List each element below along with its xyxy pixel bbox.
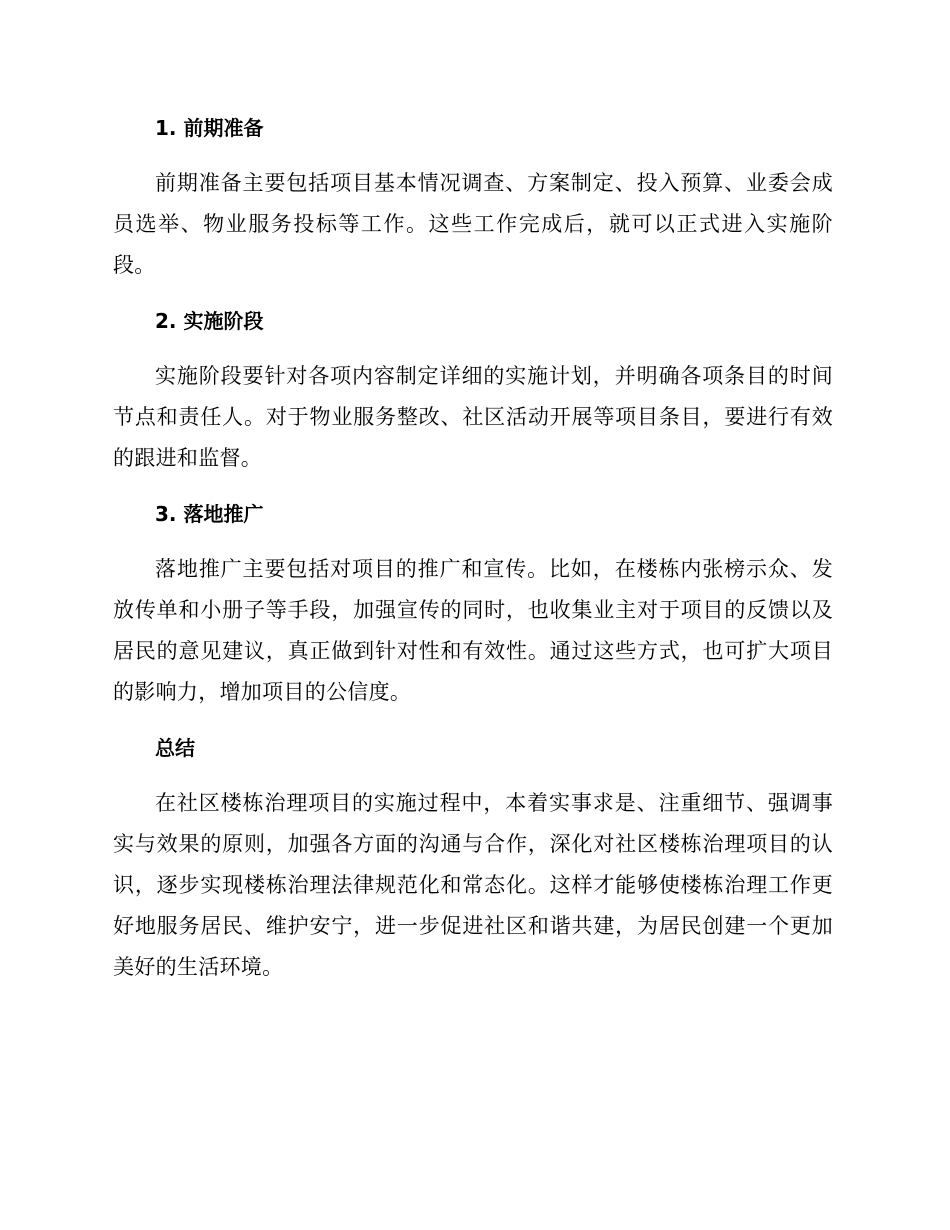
section-implementation — [113, 301, 833, 479]
section-paragraph: 在社区楼栋治理项目的实施过程中，本着实事求是、注重细节、强调事实与效果的原则，加强各方面的沟通与合作，深化对社区楼栋治理项目的认识，逐步实现楼栋治理法律规范化和常态化。这样才能够使楼栋治理工作更好地服务居民、维护安宁，进一步促进社区和谐共建，为居民创建一个更加美好的生活环境。 — [113, 791, 833, 979]
section-promotion — [113, 494, 833, 713]
section-heading: 1. 前期准备 — [155, 116, 264, 140]
section-heading: 2. 实施阶段 — [155, 309, 264, 333]
section-preparation — [113, 108, 833, 286]
section-paragraph: 前期准备主要包括项目基本情况调查、方案制定、投入预算、业委会成员选举、物业服务投标等工作。这些工作完成后，就可以正式进入实施阶段。 — [113, 171, 833, 277]
section-paragraph: 落地推广主要包括对项目的推广和宣传。比如，在楼栋内张榜示众、发放传单和小册子等手段，加强宣传的同时，也收集业主对于项目的反馈以及居民的意见建议，真正做到针对性和有效性。通过这些方式，也可扩大项目的影响力，增加项目的公信度。 — [113, 557, 833, 704]
section-summary — [113, 728, 833, 988]
section-paragraph: 实施阶段要针对各项内容制定详细的实施计划，并明确各项条目的时间节点和责任人。对于物业服务整改、社区活动开展等项目条目，要进行有效的跟进和监督。 — [113, 364, 833, 470]
document-page — [113, 108, 833, 1003]
section-heading: 总结 — [155, 736, 195, 760]
section-heading: 3. 落地推广 — [155, 502, 264, 526]
